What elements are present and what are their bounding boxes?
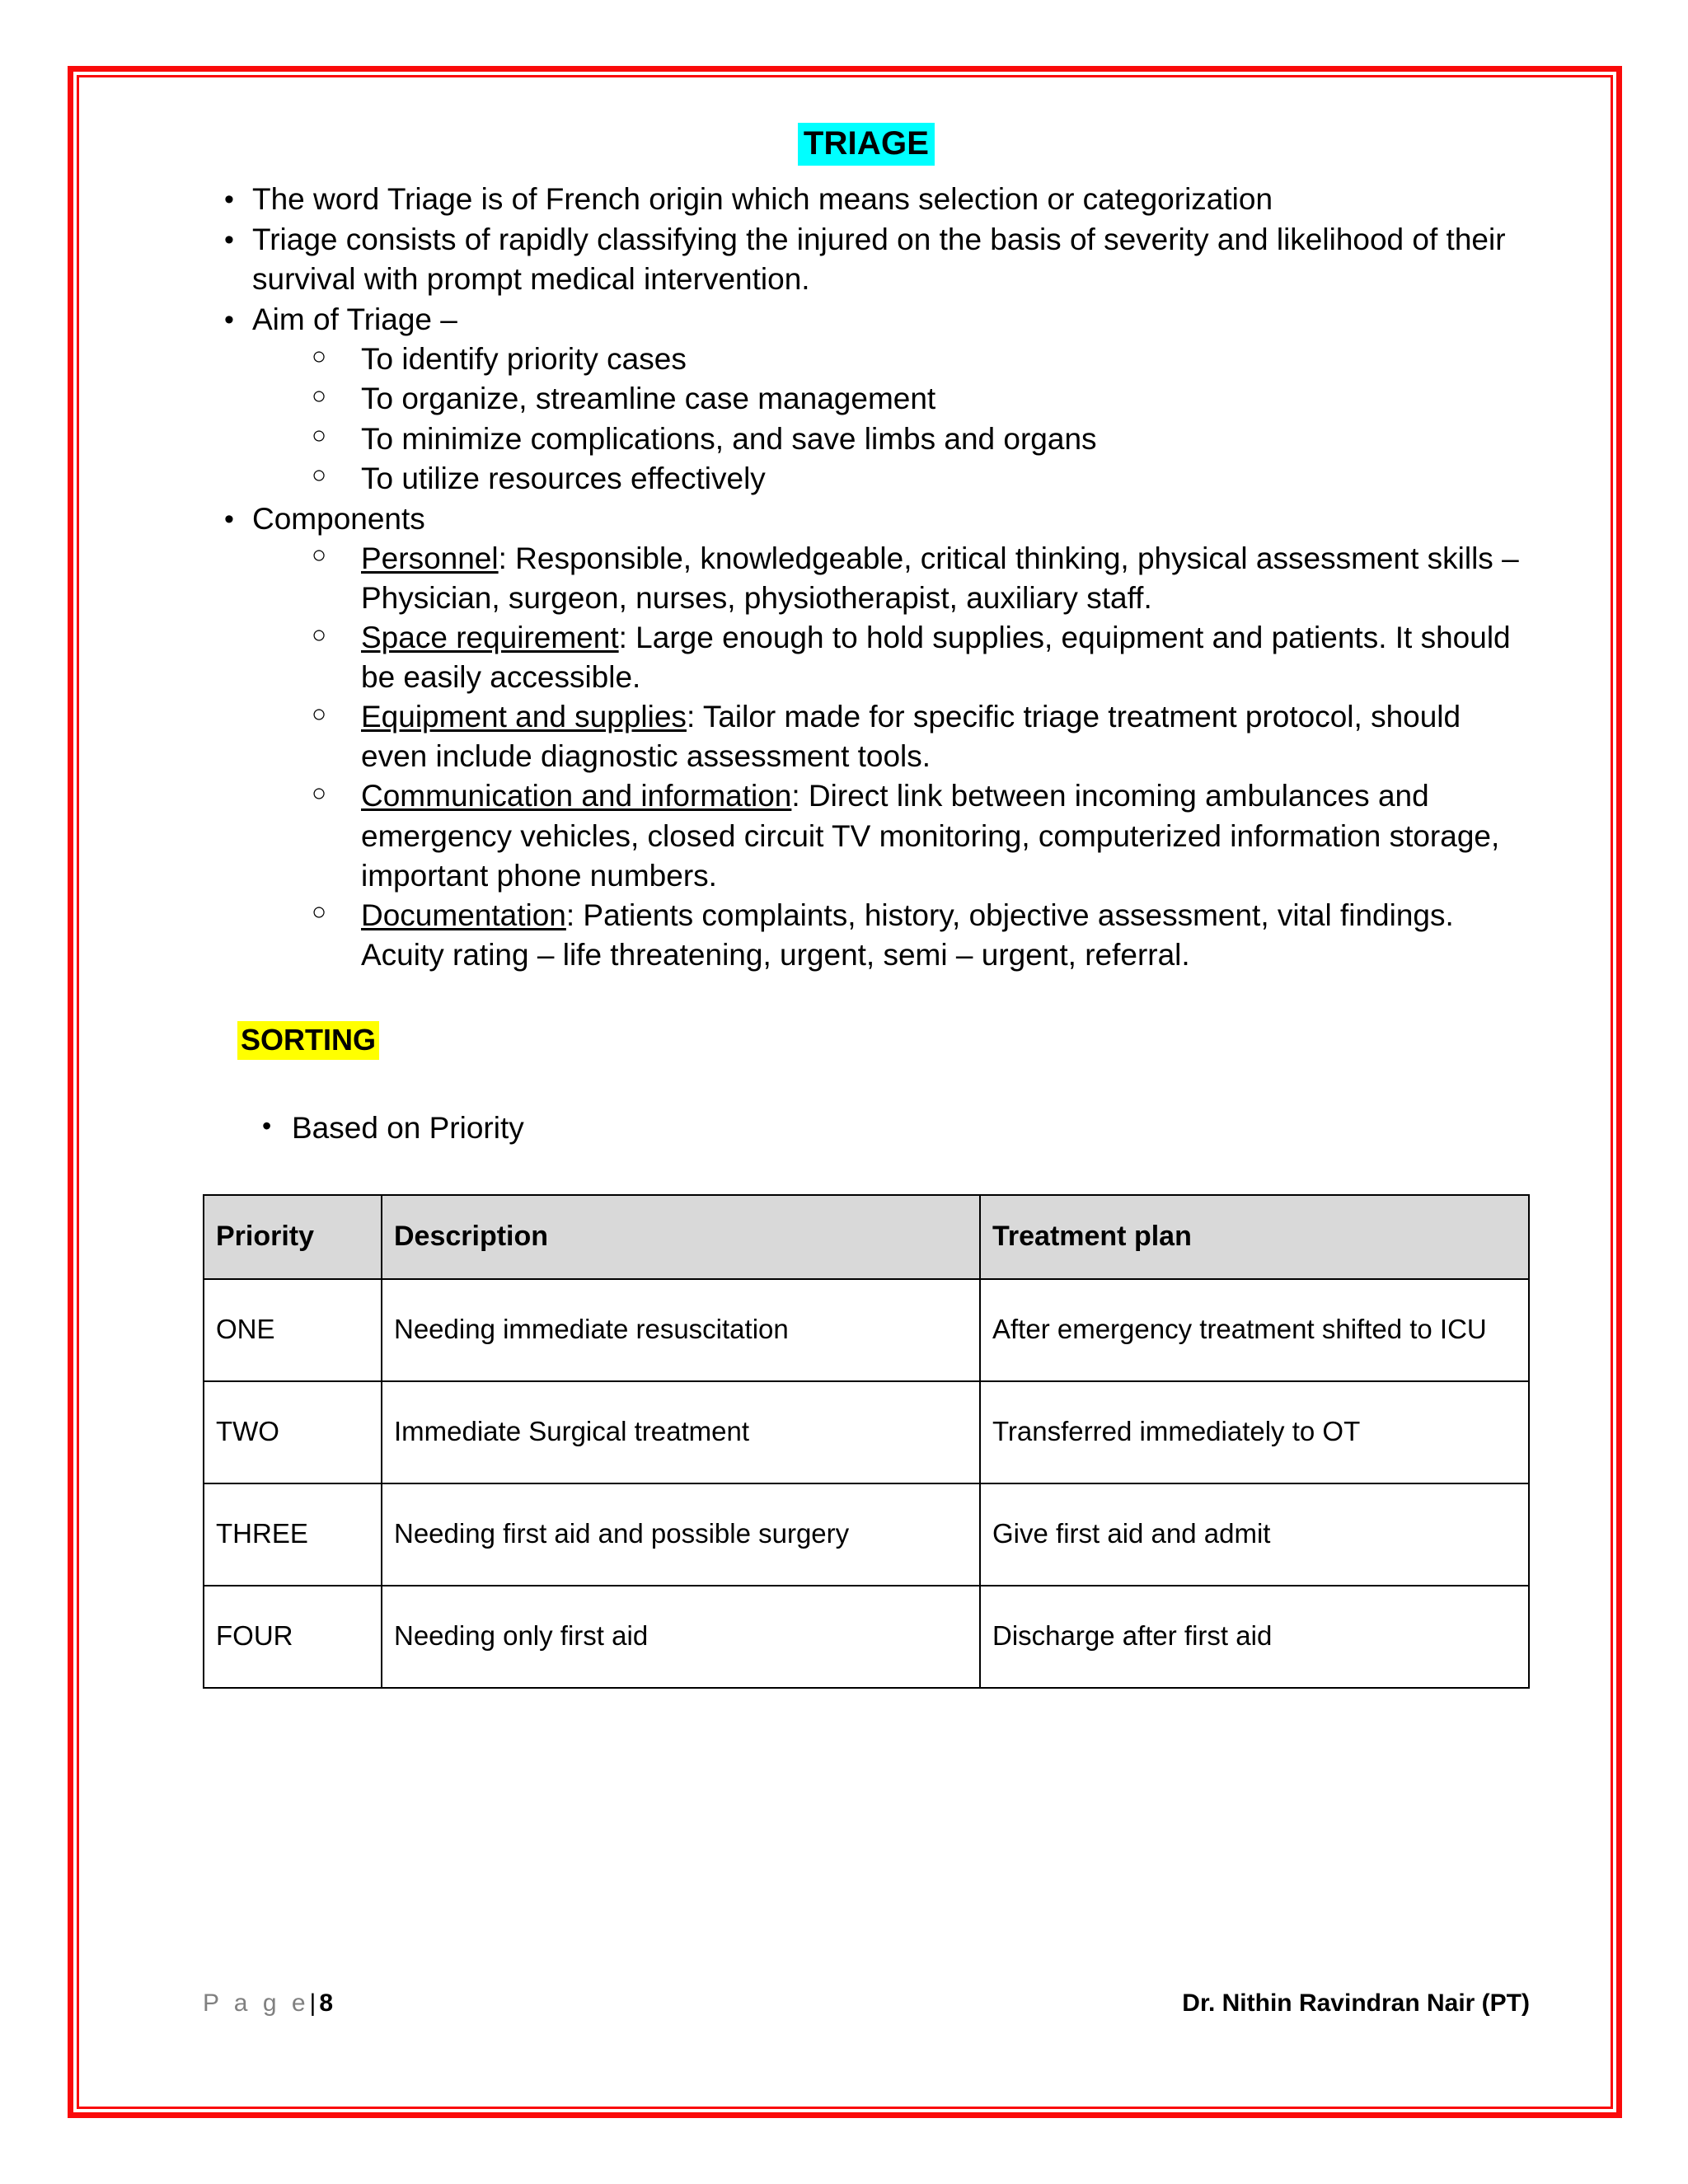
page-footer xyxy=(203,1990,1530,2018)
page-title-text: TRIAGE xyxy=(798,123,935,166)
sub-bullet-text: To minimize complications, and save limbs and organs xyxy=(361,421,1097,456)
component-term: Space requirement xyxy=(361,621,619,655)
list-item xyxy=(298,419,1530,459)
cell-priority: THREE xyxy=(204,1483,382,1586)
component-body: : Tailor made for specific triage treatment protocol, should even include diagnostic assessment tools. xyxy=(361,700,1461,774)
bullet-text: Aim of Triage – xyxy=(252,302,457,337)
bullet-circle-icon: ○ xyxy=(312,898,327,926)
bullet-disc-icon: • xyxy=(224,184,234,216)
bullet-text: Triage consists of rapidly classifying the injured on the basis of severity and likelihood of their survival with prompt medical intervention. xyxy=(252,223,1506,297)
red-page-border-inner xyxy=(77,75,1613,2109)
cell-priority: TWO xyxy=(204,1381,382,1483)
footer-page-separator: | xyxy=(309,1990,316,2017)
component-body: : Responsible, knowledgeable, critical thinking, physical assessment skills – Physician, surgeon, nurses, physiotherapist, auxiliary staff. xyxy=(361,541,1519,615)
sorting-bullet-text: Based on Priority xyxy=(292,1110,524,1145)
list-item xyxy=(298,697,1530,776)
footer-author: Dr. Nithin Ravindran Nair (PT) xyxy=(1182,1990,1530,2017)
footer-page-label: P a g e xyxy=(203,1990,310,2017)
list-item xyxy=(203,1108,1530,1148)
list-item xyxy=(298,379,1530,419)
table-row xyxy=(204,1279,1529,1381)
sub-bullet-text: To utilize resources effectively xyxy=(361,461,766,495)
list-item xyxy=(203,300,1530,498)
triage-bullet-list xyxy=(203,180,1530,975)
component-body: : Patients complaints, history, objective assessment, vital findings. Acuity rating – life threatening, urgent, semi – urgent, referral. xyxy=(361,898,1454,972)
table-header-treatment-plan: Treatment plan xyxy=(980,1195,1529,1279)
list-item xyxy=(298,539,1530,618)
table-row xyxy=(204,1381,1529,1483)
bullet-text: Components xyxy=(252,501,425,536)
list-item xyxy=(298,776,1530,895)
bullet-circle-icon: ○ xyxy=(312,780,327,807)
components-sublist xyxy=(252,539,1530,975)
table-row xyxy=(204,1483,1529,1586)
list-item xyxy=(298,459,1530,499)
bullet-disc-icon: • xyxy=(224,503,234,535)
component-term: Equipment and supplies xyxy=(361,700,687,734)
red-page-border-outer xyxy=(68,66,1622,2118)
table-header-description: Description xyxy=(382,1195,980,1279)
sorting-heading xyxy=(237,1023,1530,1057)
cell-treatment-plan: Discharge after first aid xyxy=(980,1586,1529,1688)
list-item xyxy=(298,618,1530,697)
cell-treatment-plan: Give first aid and admit xyxy=(980,1483,1529,1586)
component-term: Personnel xyxy=(361,541,499,575)
table-row xyxy=(204,1586,1529,1688)
cell-treatment-plan: Transferred immediately to OT xyxy=(980,1381,1529,1483)
footer-page-indicator xyxy=(203,1990,333,2018)
bullet-circle-icon: ○ xyxy=(312,382,327,410)
list-item xyxy=(203,180,1530,219)
list-item xyxy=(203,220,1530,299)
sorting-heading-text: SORTING xyxy=(237,1021,379,1060)
component-term: Documentation xyxy=(361,898,566,932)
component-body: : Direct link between incoming ambulances and emergency vehicles, closed circuit TV monitoring, computerized information storage, important phone numbers. xyxy=(361,779,1500,893)
bullet-circle-icon: ○ xyxy=(312,342,327,370)
bullet-circle-icon: ○ xyxy=(312,700,327,728)
cell-description: Immediate Surgical treatment xyxy=(382,1381,980,1483)
component-term: Communication and information xyxy=(361,779,792,813)
cell-priority: ONE xyxy=(204,1279,382,1381)
bullet-disc-icon: • xyxy=(224,224,234,256)
table-header-row xyxy=(204,1195,1529,1279)
page-content xyxy=(203,102,1530,2072)
footer-page-number: 8 xyxy=(319,1990,334,2017)
bullet-circle-icon: ○ xyxy=(312,541,327,569)
table-head xyxy=(204,1195,1529,1279)
bullet-text: The word Triage is of French origin which means selection or categorization xyxy=(252,182,1273,216)
cell-priority: FOUR xyxy=(204,1586,382,1688)
bullet-circle-icon: ○ xyxy=(312,462,327,490)
table-body xyxy=(204,1279,1529,1688)
sub-bullet-text: To identify priority cases xyxy=(361,342,687,377)
sorting-bullet-list xyxy=(203,1108,1530,1148)
bullet-circle-icon: ○ xyxy=(312,621,327,649)
table-header-priority: Priority xyxy=(204,1195,382,1279)
bullet-disc-icon: • xyxy=(262,1111,272,1141)
cell-description: Needing immediate resuscitation xyxy=(382,1279,980,1381)
sub-bullet-text: To organize, streamline case management xyxy=(361,382,936,416)
cell-description: Needing first aid and possible surgery xyxy=(382,1483,980,1586)
cell-treatment-plan: After emergency treatment shifted to ICU xyxy=(980,1279,1529,1381)
list-item xyxy=(298,340,1530,379)
aim-of-triage-sublist xyxy=(252,340,1530,498)
page-title xyxy=(203,125,1530,162)
cell-description: Needing only first aid xyxy=(382,1586,980,1688)
component-body: : Large enough to hold supplies, equipment and patients. It should be easily accessible. xyxy=(361,621,1511,695)
bullet-circle-icon: ○ xyxy=(312,422,327,450)
list-item xyxy=(203,499,1530,975)
bullet-disc-icon: • xyxy=(224,304,234,336)
priority-table xyxy=(203,1194,1530,1689)
list-item xyxy=(298,896,1530,975)
